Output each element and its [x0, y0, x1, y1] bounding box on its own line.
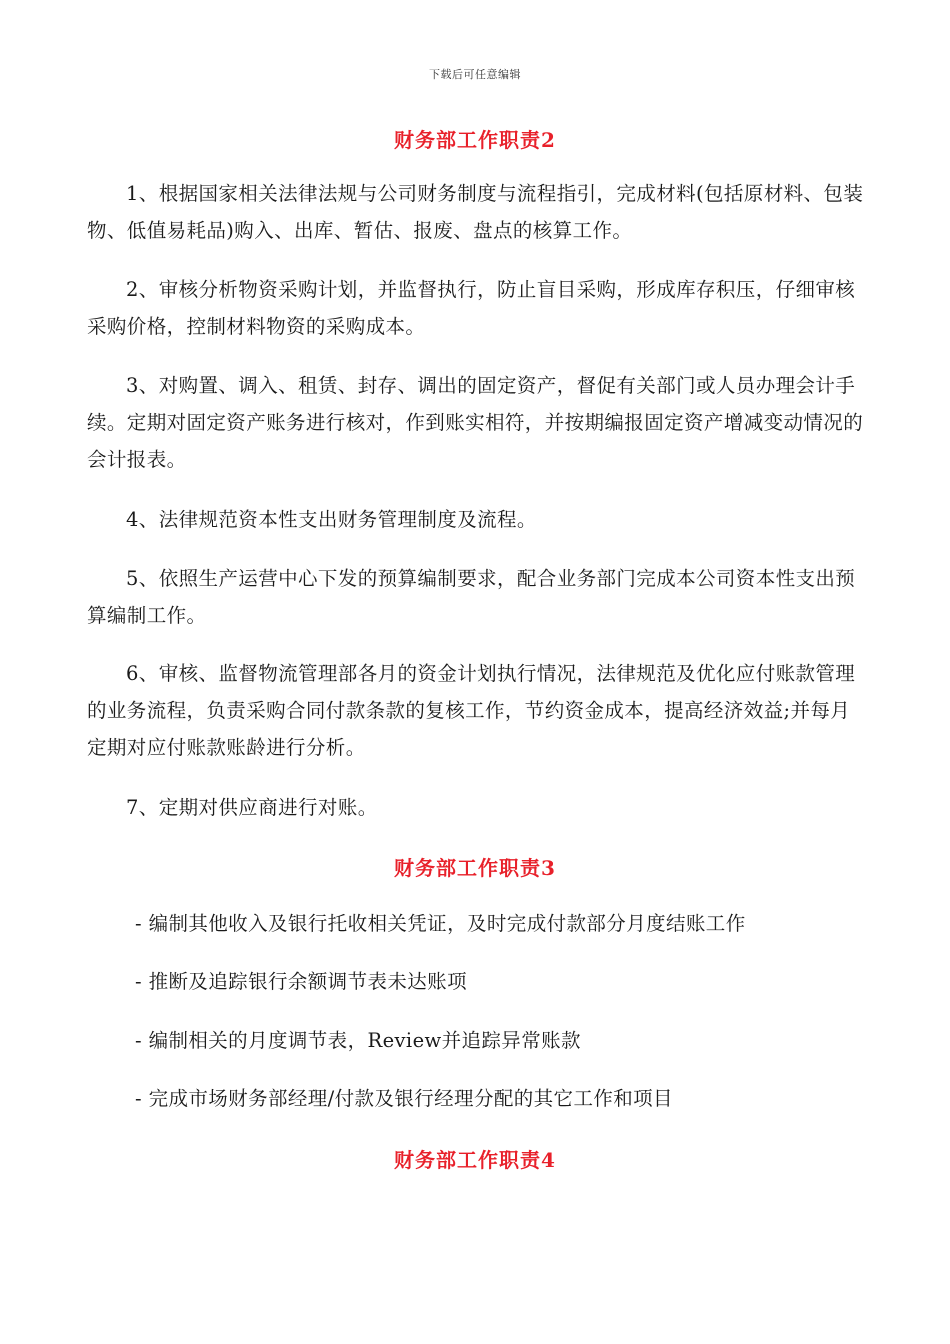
- paragraph-6: 6、审核、监督物流管理部各月的资金计划执行情况，法律规范及优化应付账款管理的业务流程，负责采购合同付款条款的复核工作，节约资金成本，提高经济效益;并每月定期对应付账款账龄进行分析。: [87, 662, 856, 759]
- paragraph-2: 2、审核分析物资采购计划，并监督执行，防止盲目采购，形成库存积压，仔细审核采购价格，控制材料物资的采购成本。: [87, 278, 856, 338]
- paragraph-1: 1、根据国家相关法律法规与公司财务制度与流程指引，完成材料(包括原材料、包装物、低值易耗品)购入、出库、暂估、报废、盘点的核算工作。: [87, 182, 864, 242]
- paragraph-3: 3、对购置、调入、租赁、封存、调出的固定资产，督促有关部门或人员办理会计手续。定期对固定资产账务进行核对，作到账实相符，并按期编报固定资产增减变动情况的会计报表。: [87, 374, 864, 471]
- download-note: 下载后可任意编辑: [429, 68, 521, 81]
- paragraph-5: 5、依照生产运营中心下发的预算编制要求，配合业务部门完成本公司资本性支出预算编制工作。: [87, 567, 856, 627]
- section-title-2: 财务部工作职责2: [394, 128, 556, 152]
- paragraph-4: 4、法律规范资本性支出财务管理制度及流程。: [126, 508, 537, 531]
- paragraph-7: 7、定期对供应商进行对账。: [126, 796, 378, 819]
- section-title-4: 财务部工作职责4: [394, 1148, 556, 1172]
- bullet-item-2: - 推断及追踪银行余额调节表未达账项: [135, 970, 467, 993]
- bullet-item-1: - 编制其他收入及银行托收相关凭证，及时完成付款部分月度结账工作: [135, 912, 746, 935]
- bullet-item-4: - 完成市场财务部经理/付款及银行经理分配的其它工作和项目: [135, 1087, 673, 1110]
- section-title-3: 财务部工作职责3: [394, 856, 556, 880]
- bullet-item-3: - 编制相关的月度调节表，Review并追踪异常账款: [135, 1029, 581, 1052]
